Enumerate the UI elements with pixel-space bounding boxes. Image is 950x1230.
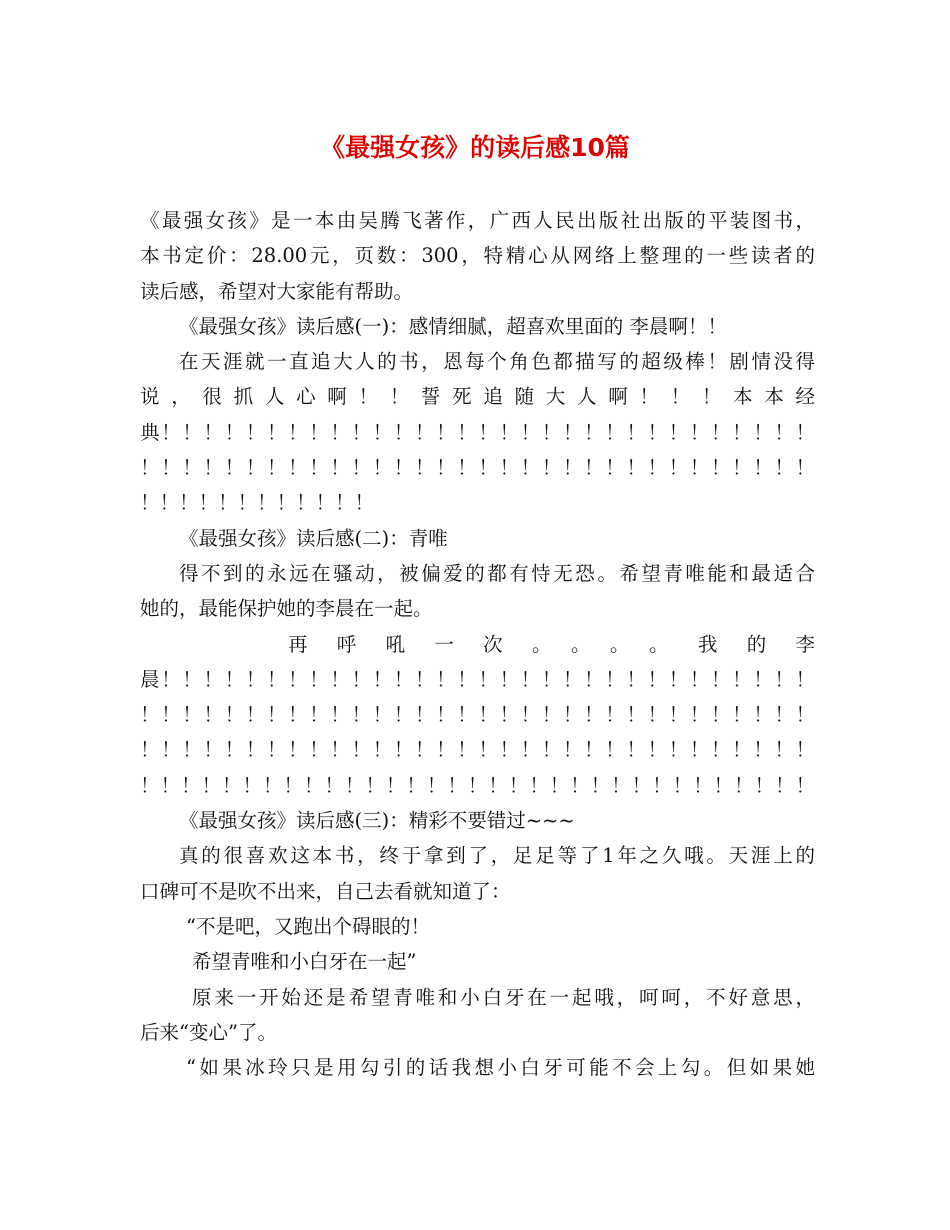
- text-line: 希望青唯和小白牙在一起”: [192, 950, 417, 974]
- text-line: 再呼吼一次。。。。我的李: [288, 632, 815, 656]
- text-line: 读后感，希望对大家能有帮助。: [140, 279, 414, 303]
- text-line: 《最强女孩》读后感(三)：精彩不要错过~~~: [179, 809, 575, 833]
- text-line: 后来“变心”了。: [140, 1020, 277, 1044]
- text-line: 典！！！！！！！！！！！！！！！！！！！！！！！！！！！！！！！: [140, 420, 815, 444]
- text-line: 在天涯就一直追大人的书，恩每个角色都描写的超级棒！剧情没得: [179, 350, 815, 374]
- text-line: ！！！！！！！！！！！！！！！！！！！！！！！！！！！！！！！！！: [140, 773, 815, 797]
- text-line: ！！！！！！！！！！！！！！！！！！！！！！！！！！！！！！！！: [140, 456, 815, 480]
- text-line: 真的很喜欢这本书，终于拿到了，足足等了1年之久哦。天涯上的: [179, 844, 815, 868]
- text-line: ！！！！！！！！！！！！！！！！！！！！！！！！！！！！！！！！: [140, 703, 815, 727]
- text-line: 得不到的永远在骚动，被偏爱的都有恃无恐。希望青唯能和最适合: [179, 561, 815, 585]
- text-line: 说，很抓人心啊！！誓死追随大人啊！！！本本经: [140, 385, 815, 409]
- text-line: 本书定价：28.00元，页数：300，特精心从网络上整理的一些读者的: [140, 244, 815, 268]
- text-line: 晨！！！！！！！！！！！！！！！！！！！！！！！！！！！！！！！: [140, 667, 815, 691]
- document-body: [140, 203, 815, 1085]
- text-line: ！！！！！！！！！！！！！！！！！！！！！！！！！！！！！！！！: [140, 738, 815, 762]
- text-line: ！！！！！！！！！！！！: [140, 491, 375, 515]
- text-line: 《最强女孩》读后感(二)：青唯: [179, 526, 448, 550]
- text-line: “如果冰玲只是用勾引的话我想小白牙可能不会上勾。但如果她: [186, 1056, 815, 1080]
- text-line: 《最强女孩》是一本由吴腾飞著作，广西人民出版社出版的平装图书，: [140, 209, 815, 232]
- text-line: 原来一开始还是希望青唯和小白牙在一起哦，呵呵，不好意思，: [192, 985, 815, 1009]
- text-line: “不是吧，又跑出个碍眼的！: [186, 914, 430, 938]
- text-line: 口碑可不是吹不出来，自己去看就知道了：: [140, 879, 511, 903]
- document-title: 《最强女孩》的读后感10篇: [320, 133, 630, 162]
- text-line: 《最强女孩》读后感(一)：感情细腻，超喜欢里面的 李晨啊！！: [179, 314, 727, 338]
- text-line: 她的，最能保护她的李晨在一起。: [140, 597, 433, 621]
